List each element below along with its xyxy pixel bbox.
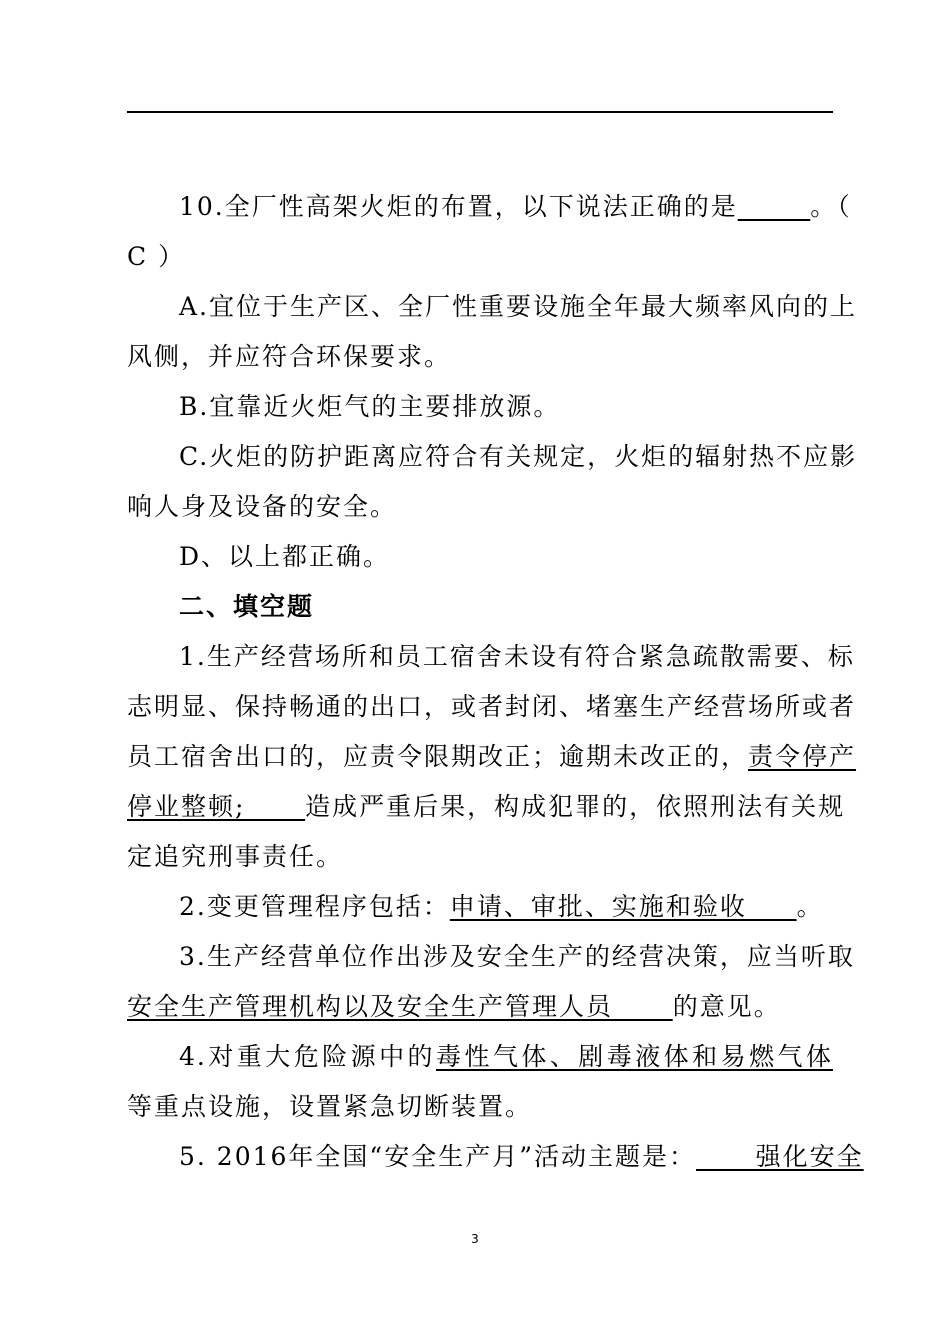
- fill1-line2: 志明显、保持畅通的出口，或者封闭、堵塞生产经营场所或者: [127, 692, 857, 721]
- fill1-line4: 停业整顿; 造成严重后果，构成犯罪的，依照刑法有关规: [127, 792, 846, 821]
- q10-option-b: B.宜靠近火炬气的主要排放源。: [179, 392, 561, 421]
- fill2-answer: 申请、审批、实施和验收: [449, 892, 797, 921]
- q10-option-c-line2: 响人身及设备的安全。: [127, 492, 398, 521]
- fill3-line2: 安全生产管理机构以及安全生产管理人员 的意见。: [127, 992, 781, 1021]
- section-heading: 二、填空题: [179, 592, 315, 621]
- fill4-line1: 4.对重大危险源中的毒性气体、剧毒液体和易燃气体: [179, 1042, 833, 1071]
- header-rule: [127, 111, 833, 113]
- fill2-line: 2.变更管理程序包括：申请、审批、实施和验收 。: [179, 892, 824, 921]
- fill5-line1: 5. 2016年全国“安全生产月”活动主题是： 强化安全: [179, 1142, 864, 1171]
- fill1-line1: 1.生产经营场所和员工宿舍未设有符合紧急疏散需要、标: [179, 642, 855, 671]
- q10-line2: C ）: [127, 242, 186, 271]
- fill5-answer: 强化安全: [696, 1142, 864, 1171]
- q10-option-a-line2: 风侧，并应符合环保要求。: [127, 342, 452, 371]
- fill4-answer: 毒性气体、剧毒液体和易燃气体: [436, 1042, 833, 1071]
- q10-line1: 10.全厂性高架火炬的布置，以下说法正确的是_____。（: [179, 192, 852, 221]
- fill1-answer-part1: 责令停产: [748, 742, 857, 771]
- fill1-answer-part2: 停业整顿;: [127, 792, 246, 821]
- q10-option-c-line1: C.火炬的防护距离应符合有关规定，火炬的辐射热不应影: [179, 442, 858, 471]
- document-body: [127, 182, 864, 1182]
- fill3-line1: 3.生产经营单位作出涉及安全生产的经营决策，应当听取: [179, 942, 855, 971]
- fill1-line3: 员工宿舍出口的，应责令限期改正；逾期未改正的，责令停产: [127, 742, 857, 771]
- fill4-line2: 等重点设施，设置紧急切断装置。: [127, 1092, 533, 1121]
- q10-option-d: D、以上都正确。: [179, 542, 391, 571]
- fill1-line5: 定追究刑事责任。: [127, 842, 344, 871]
- fill3-answer: 安全生产管理机构以及安全生产管理人员: [127, 992, 673, 1021]
- page-number: 3: [471, 1232, 479, 1246]
- q10-option-a-line1: A.宜位于生产区、全厂性重要设施全年最大频率风向的上: [179, 292, 858, 321]
